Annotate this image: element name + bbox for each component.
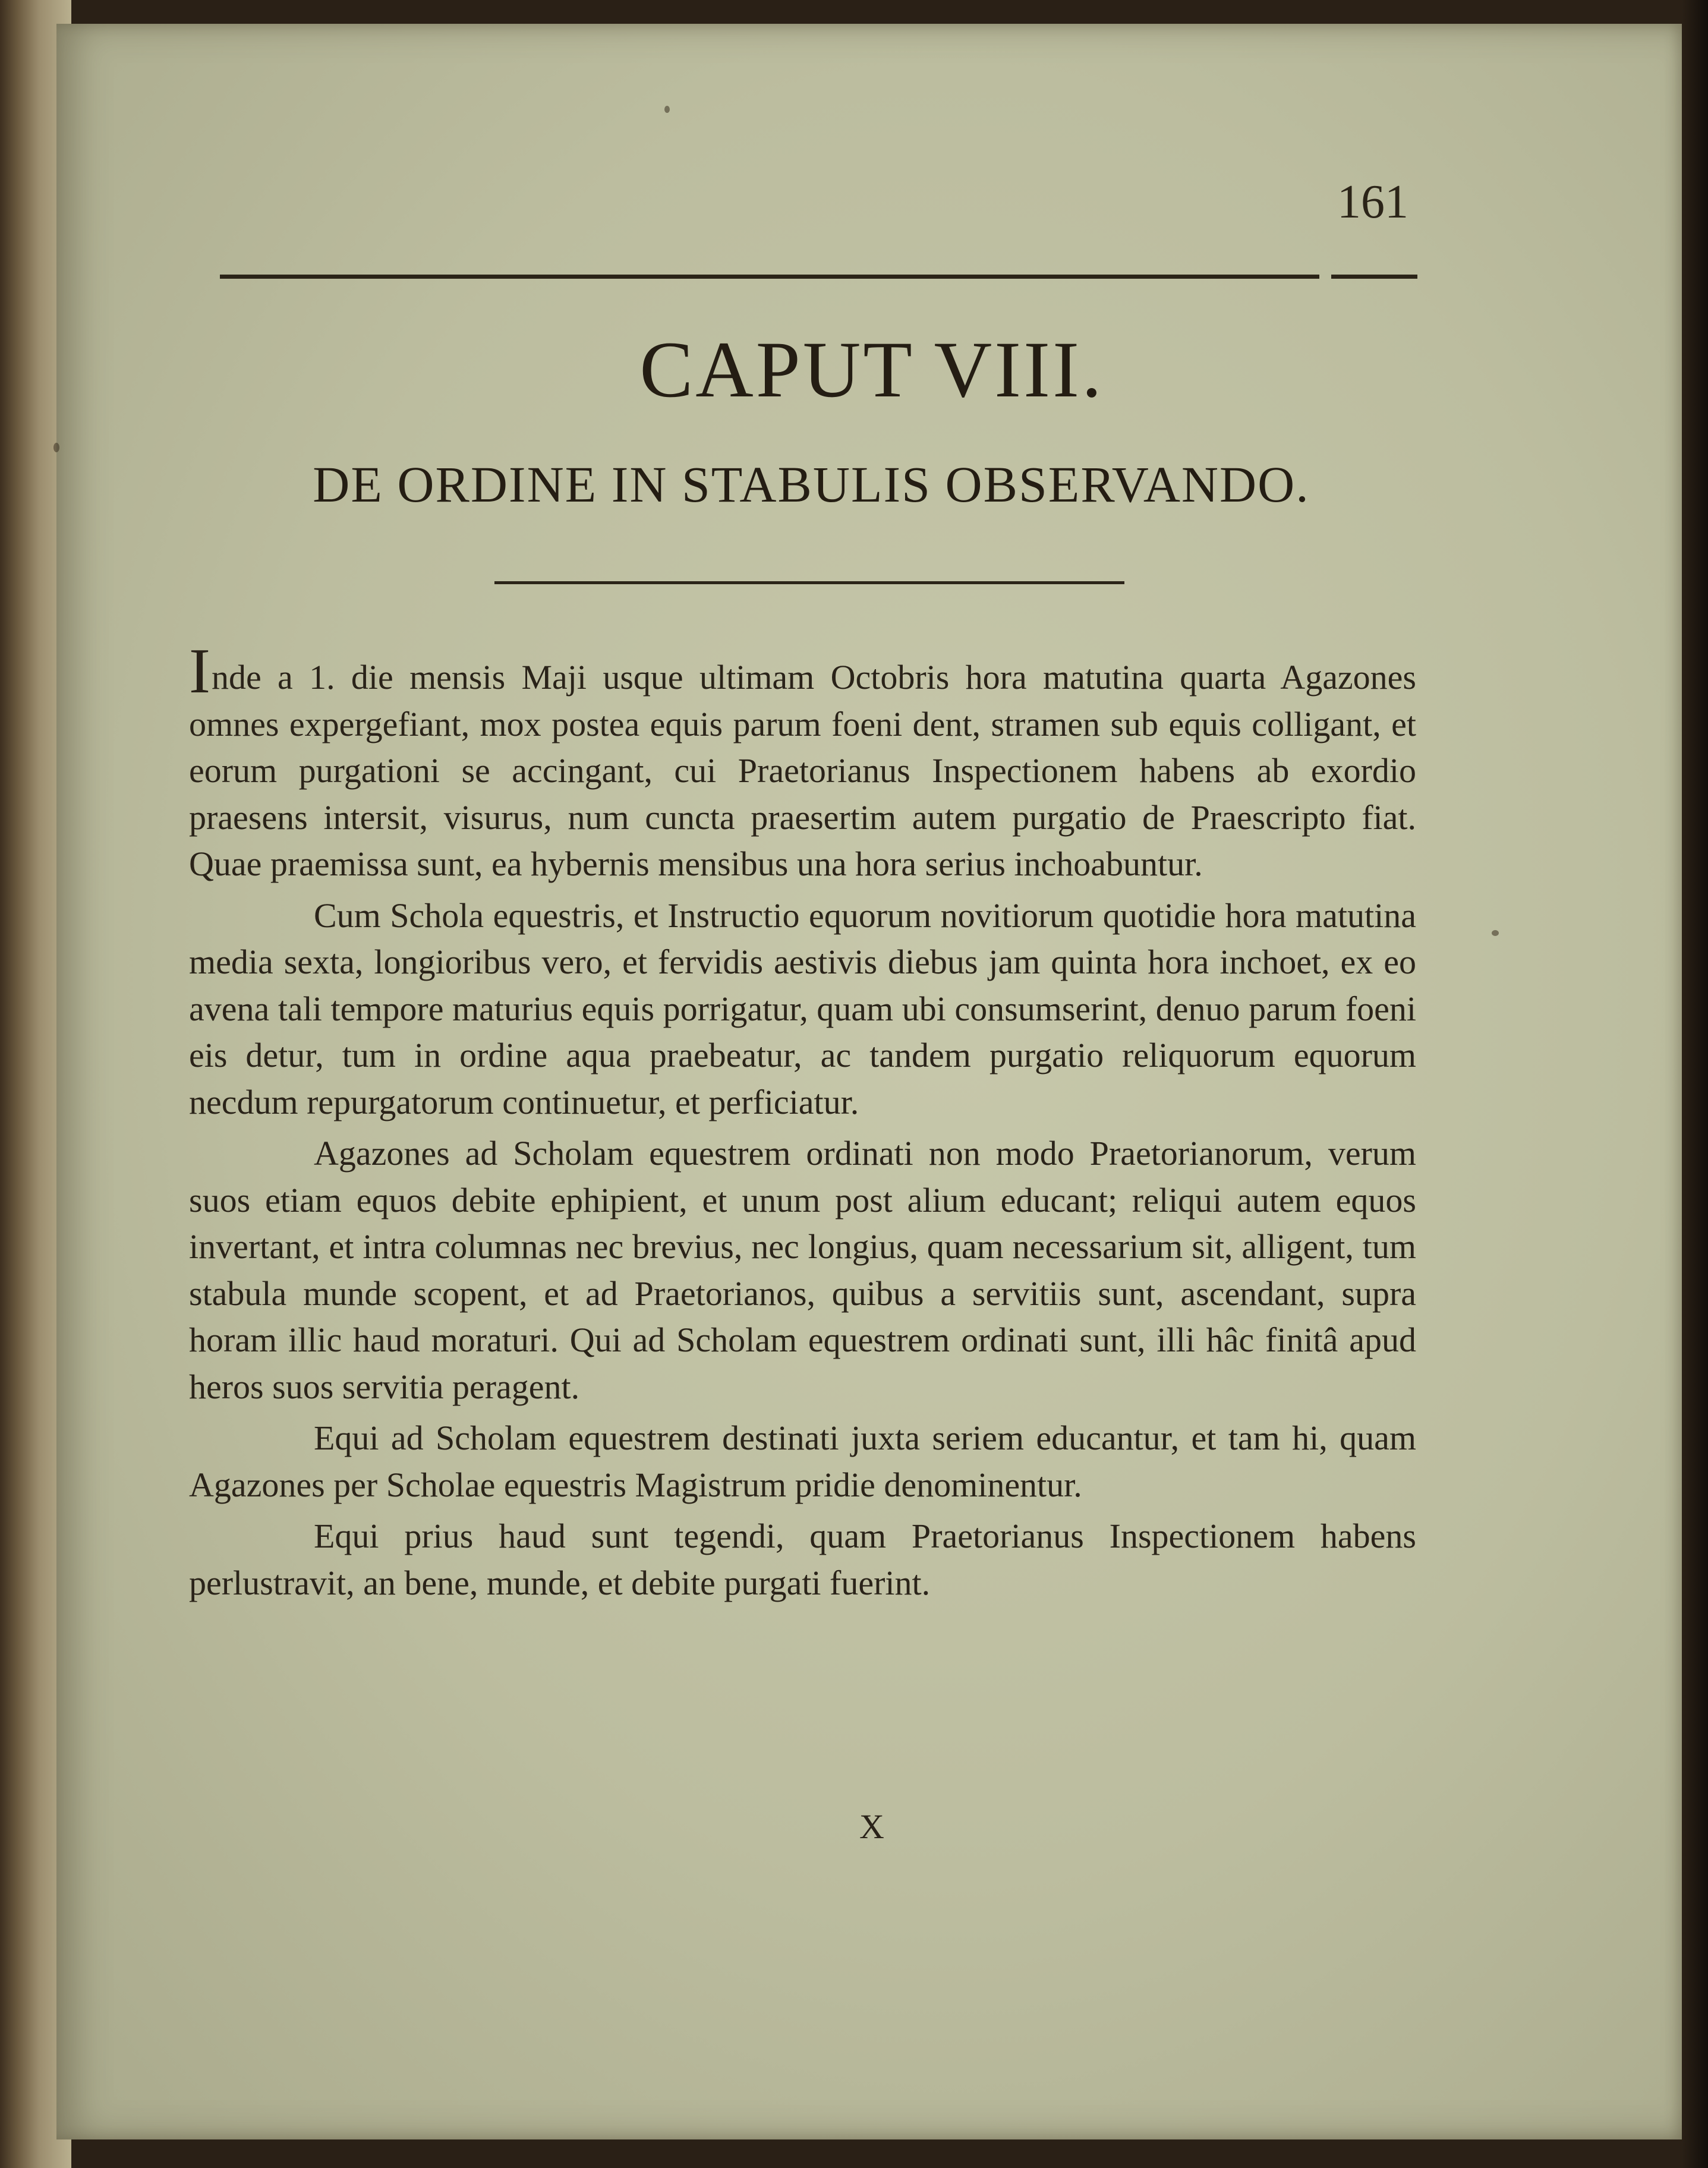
paragraph-5: Equi prius haud sunt tegendi, quam Praetorianus Inspectionem habens perlustravit, an bene, munde, et debite purgati fuerint. — [189, 1517, 1416, 1602]
chapter-title: CAPUT VIII. — [639, 326, 1104, 414]
drop-cap: I — [189, 636, 210, 707]
paragraph-text: nde a 1. die mensis Maji usque ultimam Octobris hora matutina quarta Agazones omnes expergefiant, mox postea equis parum foeni dent, stramen sub equis colligant, et eorum purgationi se accingant, cui Praetorianus Inspectionem habens ab exordio praesens intersit, visurus, num cuncta praesertim autem purgatio de Praescripto fiat. Quae praemissa sunt, ea hybernis mensibus una hora serius inchoabuntur. — [189, 658, 1416, 883]
paper-speck — [664, 106, 670, 113]
title-divider — [494, 581, 1124, 584]
signature-mark: X — [859, 1807, 884, 1846]
paragraph-1 — [189, 636, 1416, 888]
paragraph-2: Cum Schola equestris, et Instructio equorum novitiorum quotidie hora matutina media sexta, longioribus vero, et fervidis aestivis diebus jam quinta hora inchoet, ex eo avena tali tempore maturius equis porrigatur, quam ubi consumserint, denuo parum foeni eis detur, tum in ordine aqua praebeatur, ac tandem purgatio reliquorum equorum necdum repurgatorum continuetur, et perficiatur. — [189, 896, 1416, 1121]
header-rule — [220, 275, 1319, 279]
paper-speck — [53, 443, 59, 452]
paragraph-4: Equi ad Scholam equestrem destinati juxta seriem educantur, et tam hi, quam Agazones per Scholae equestris Magistrum pridie denominentur. — [189, 1419, 1416, 1504]
paragraph-3: Agazones ad Scholam equestrem ordinati non modo Praetorianorum, verum suos etiam equos debite ephipient, et unum post alium educant; reliqui autem equos invertant, et intra columnas nec brevius, nec longius, quam necessarium sit, alligent, tum stabula munde scopent, et ad Praetorianos, quibus a servitiis sunt, ascendant, supra horam illic haud moraturi. Qui ad Scholam equestrem ordinati sunt, illi hâc finitâ apud heros suos servitia peragent. — [189, 1134, 1416, 1406]
chapter-subtitle: DE ORDINE IN STABULIS OBSERVANDO. — [313, 456, 1310, 513]
paper-speck — [1492, 930, 1499, 936]
body-text — [189, 636, 1416, 1611]
header-rule-segment — [1331, 275, 1417, 279]
page-number: 161 — [1337, 176, 1408, 228]
